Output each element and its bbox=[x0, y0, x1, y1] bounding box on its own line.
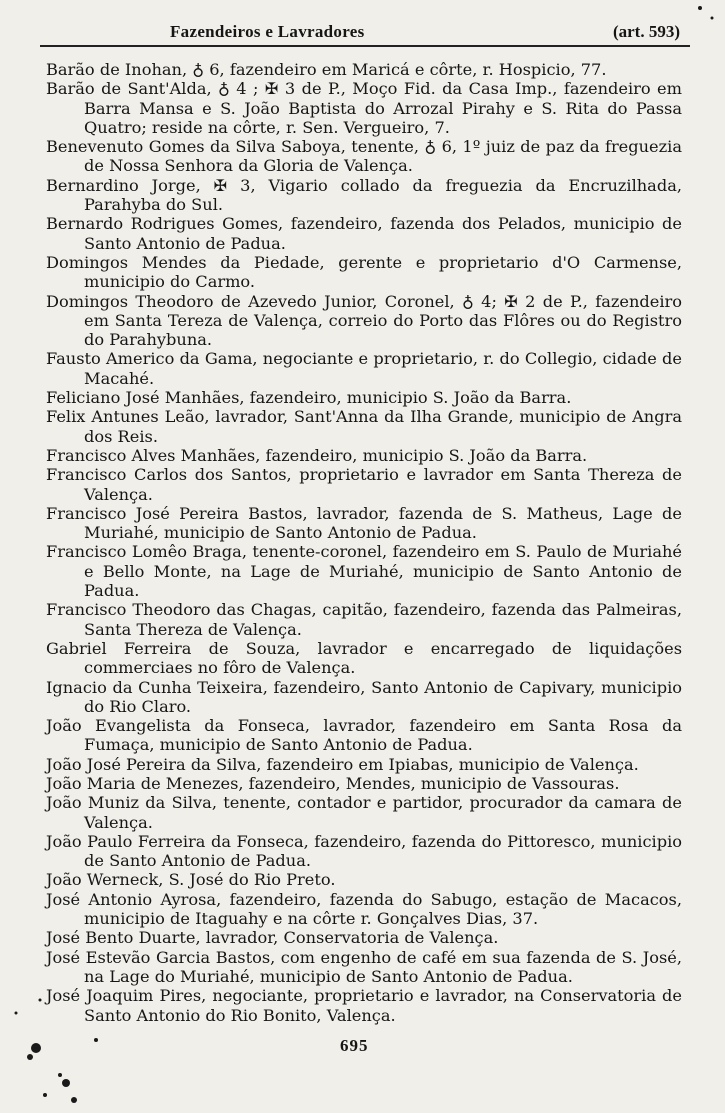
directory-entry: Barão de Sant'Alda, ♁ 4 ; ✠ 3 de P., Moço Fid. da Casa Imp., fazendeiro em Barra Mansa e S. João Baptista do Arrozal Pirahy e S. Rita do Passa Quatro; reside na côrte, r. Sen. Vergueiro, 7. bbox=[46, 79, 682, 137]
directory-entry: Bernardo Rodrigues Gomes, fazendeiro, fazenda dos Pelados, municipio de Santo Antonio de Padua. bbox=[46, 214, 682, 253]
directory-entry: Francisco José Pereira Bastos, lavrador, fazenda de S. Matheus, Lage de Muriahé, municipio de Santo Antonio de Padua. bbox=[46, 503, 682, 543]
directory-entry: Fausto Americo da Gama, negociante e proprietario, r. do Collegio, cidade de Macahé. bbox=[46, 349, 682, 388]
directory-entry: Barão de Inohan, ♁ 6, fazendeiro em Maricá e côrte, r. Hospicio, 77. bbox=[46, 60, 607, 79]
page-number: 695 bbox=[340, 1036, 369, 1055]
directory-entry: Felix Antunes Leão, lavrador, Sant'Anna da Ilha Grande, municipio de Angra dos Reis. bbox=[46, 407, 682, 446]
directory-entry: João Maria de Menezes, fazendeiro, Mendes, municipio de Vassouras. bbox=[46, 773, 620, 793]
directory-entry: José Estevão Garcia Bastos, com engenho de café em sua fazenda de S. José, na Lage do Muriahé, municipio de Santo Antonio de Padua. bbox=[46, 947, 682, 986]
directory-entry: Francisco Alves Manhães, fazendeiro, municipio S. João da Barra. bbox=[46, 445, 588, 465]
directory-entry: Ignacio da Cunha Teixeira, fazendeiro, Santo Antonio de Capivary, municipio do Rio Claro. bbox=[46, 677, 682, 716]
header-rule bbox=[40, 45, 690, 47]
directory-entry: Benevenuto Gomes da Silva Saboya, tenente, ♁ 6, 1º juiz de paz da freguezia de Nossa Senhora da Gloria de Valença. bbox=[46, 137, 682, 176]
directory-entry: José Bento Duarte, lavrador, Conservatoria de Valença. bbox=[46, 928, 499, 948]
directory-entry: José Joaquim Pires, negociante, proprietario e lavrador, na Conservatoria de Santo Antonio do Rio Bonito, Valença. bbox=[46, 986, 682, 1025]
directory-entry: Francisco Carlos dos Santos, proprietario e lavrador em Santa Thereza de Valença. bbox=[46, 465, 682, 504]
directory-entry: José Antonio Ayrosa, fazendeiro, fazenda do Sabugo, estação de Macacos, municipio de Itaguahy e na côrte r. Gonçalves Dias, 37. bbox=[46, 889, 682, 929]
directory-entry: Domingos Mendes da Piedade, gerente e proprietario d'O Carmense, municipio do Carmo. bbox=[46, 252, 682, 292]
directory-entry: João José Pereira da Silva, fazendeiro em Ipiabas, municipio de Valença. bbox=[46, 754, 639, 774]
header-title: Fazendeiros e Lavradores bbox=[170, 22, 365, 41]
directory-entry: Domingos Theodoro de Azevedo Junior, Coronel, ♁ 4; ✠ 2 de P., fazendeiro em Santa Tereza de Valença, correio do Porto das Flôres ou do Registro do Parahybuna. bbox=[46, 291, 682, 350]
directory-entry: João Evangelista da Fonseca, lavrador, fazendeiro em Santa Rosa da Fumaça, municipio de Santo Antonio de Padua. bbox=[46, 716, 682, 755]
directory-entries bbox=[46, 60, 682, 1025]
directory-entry: Bernardino Jorge, ✠ 3, Vigario collado da freguezia da Encruzilhada, Parahyba do Sul. bbox=[46, 175, 682, 215]
directory-entry: Francisco Theodoro das Chagas, capitão, fazendeiro, fazenda das Palmeiras, Santa Thereza de Valença. bbox=[46, 600, 682, 639]
directory-entry: Feliciano José Manhães, fazendeiro, municipio S. João da Barra. bbox=[46, 388, 572, 408]
directory-entry: João Muniz da Silva, tenente, contador e partidor, procurador da camara de Valença. bbox=[46, 793, 682, 832]
directory-entry: Francisco Lomêo Braga, tenente-coronel, fazendeiro em S. Paulo de Muriahé e Bello Monte, na Lage de Muriahé, municipio de Santo Antonio de Padua. bbox=[46, 542, 682, 601]
directory-entry: João Paulo Ferreira da Fonseca, fazendeiro, fazenda do Pittoresco, municipio de Santo Antonio de Padua. bbox=[46, 831, 682, 871]
directory-entry: João Werneck, S. José do Rio Preto. bbox=[46, 870, 336, 890]
directory-entry: Gabriel Ferreira de Souza, lavrador e encarregado de liquidações commerciaes no fôro de Valença. bbox=[46, 638, 682, 678]
header-article-number: (art. 593) bbox=[612, 22, 680, 41]
